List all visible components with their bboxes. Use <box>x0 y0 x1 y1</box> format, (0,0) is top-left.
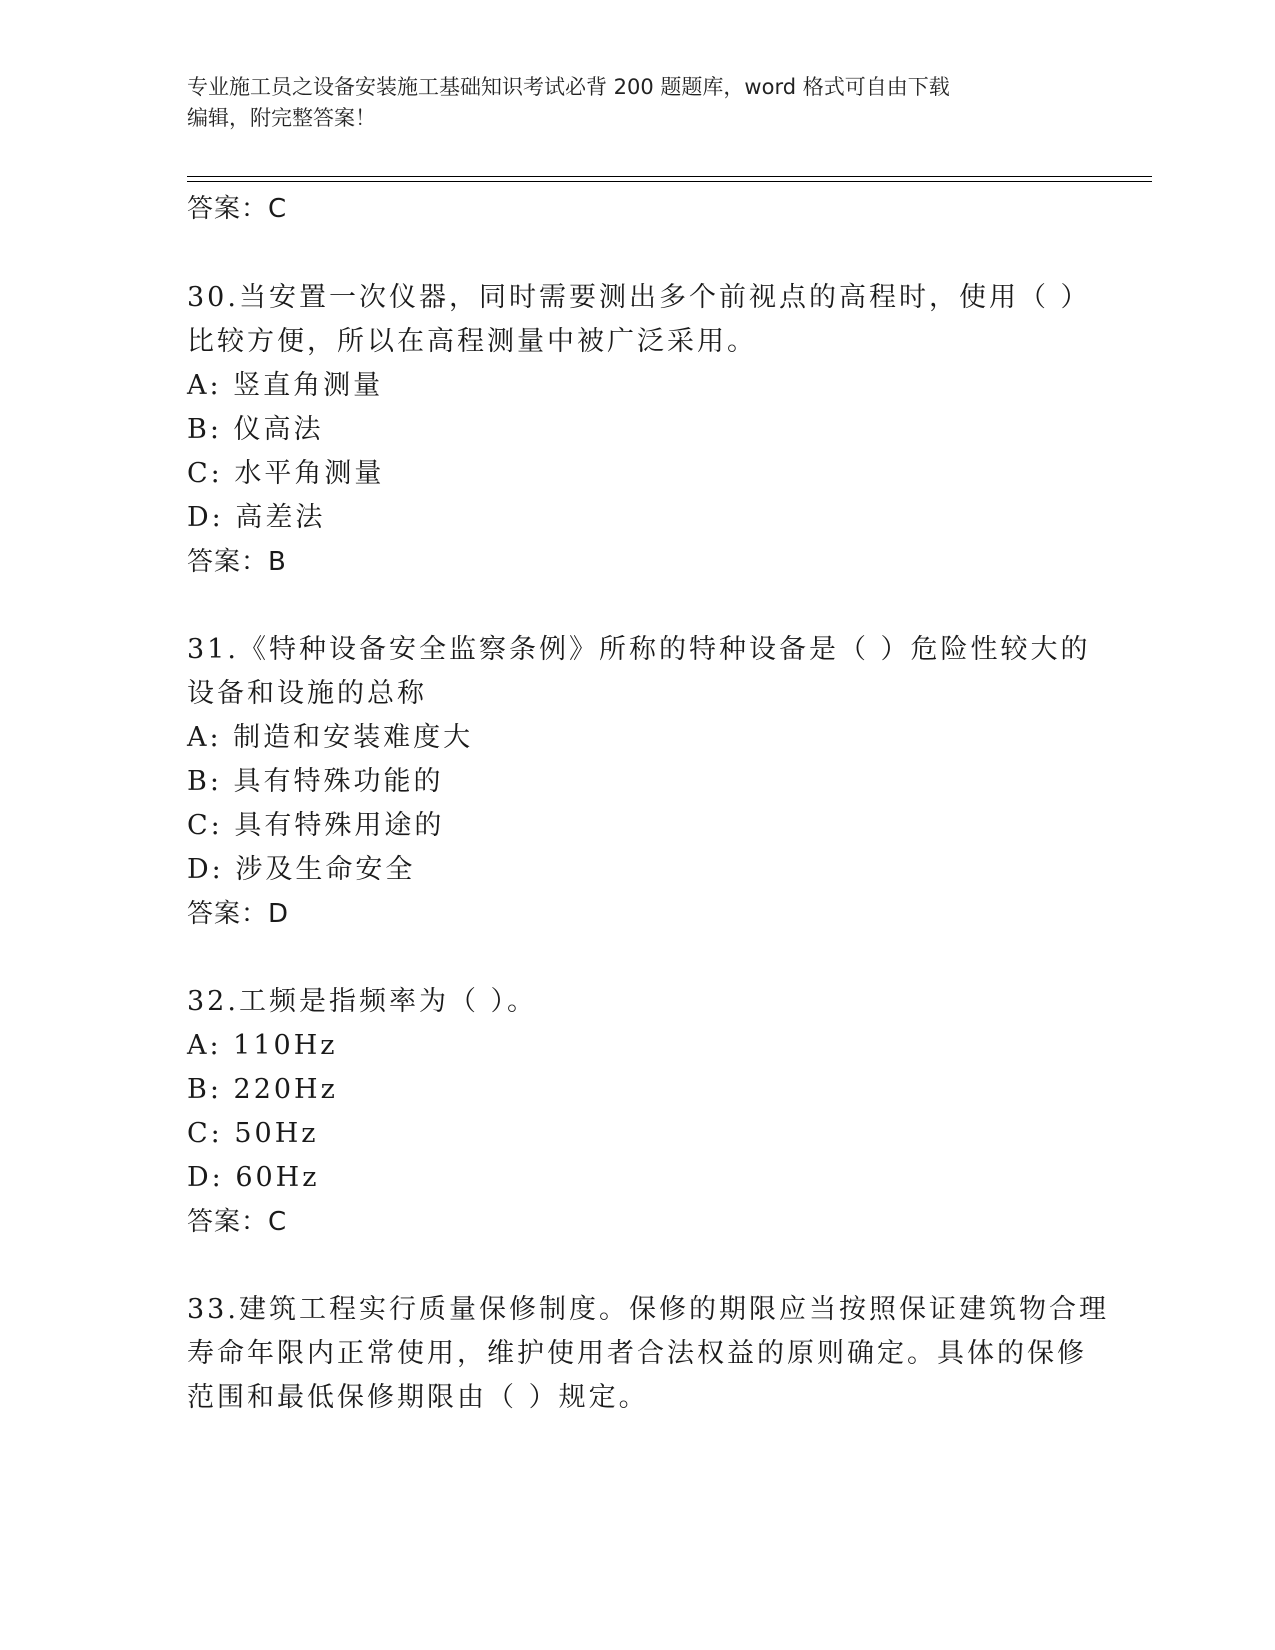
question-30-option-d: D: 高差法 <box>187 502 326 533</box>
question-33-stem-3: 范围和最低保修期限由（ ）规定。 <box>187 1382 649 1413</box>
document-header <box>187 72 1067 134</box>
question-32-option-c: C: 50Hz <box>187 1118 319 1149</box>
question-32-option-b: B: 220Hz <box>187 1074 338 1105</box>
question-30-stem-1: 30.当安置一次仪器，同时需要测出多个前视点的高程时，使用（ ） <box>187 282 1091 313</box>
header-divider-bottom <box>187 181 1152 182</box>
answer-line: 答案：C <box>187 194 288 224</box>
question-32-stem-1: 32.工频是指频率为（ ）。 <box>187 986 538 1017</box>
header-line-2: 编辑，附完整答案！ <box>187 106 376 130</box>
question-30-option-c: C: 水平角测量 <box>187 458 385 489</box>
header-line-1: 专业施工员之设备安装施工基础知识考试必背 200 题题库，word 格式可自由下载 <box>187 75 950 99</box>
question-31-option-a: A: 制造和安装难度大 <box>187 722 474 753</box>
header-divider-top <box>187 176 1152 177</box>
question-32-answer: 答案：C <box>187 1207 288 1237</box>
question-30-option-a: A: 竖直角测量 <box>187 370 384 401</box>
question-33-stem-2: 寿命年限内正常使用，维护使用者合法权益的原则确定。具体的保修 <box>187 1338 1087 1369</box>
question-30-stem-2: 比较方便，所以在高程测量中被广泛采用。 <box>187 326 757 357</box>
question-31-answer: 答案：D <box>187 899 290 929</box>
question-30-answer: 答案：B <box>187 547 287 577</box>
question-31-option-c: C: 具有特殊用途的 <box>187 810 445 841</box>
question-32-option-d: D: 60Hz <box>187 1162 320 1193</box>
question-31-stem-2: 设备和设施的总称 <box>187 678 427 709</box>
question-32-option-a: A: 110Hz <box>187 1030 338 1061</box>
question-31-option-d: D: 涉及生命安全 <box>187 854 416 885</box>
question-33-stem-1: 33.建筑工程实行质量保修制度。保修的期限应当按照保证建筑物合理 <box>187 1294 1109 1325</box>
question-30-option-b: B: 仪高法 <box>187 414 324 445</box>
question-31-stem-1: 31.《特种设备安全监察条例》所称的特种设备是（ ）危险性较大的 <box>187 634 1091 665</box>
question-31-option-b: B: 具有特殊功能的 <box>187 766 444 797</box>
